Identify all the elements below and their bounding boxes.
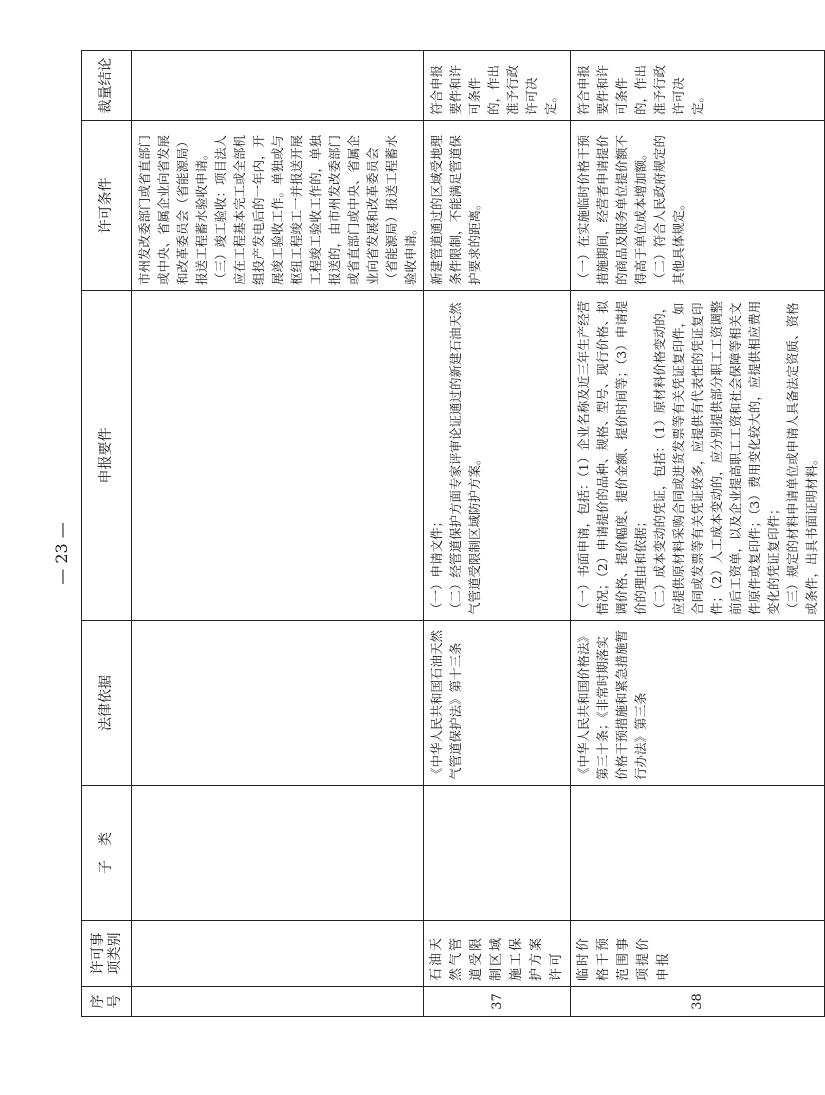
header-requirements: 申报要件 [82,291,132,621]
cell-conclusion: 符合申报要件和许可条件的，作出准予行政许可决定。 [424,51,571,121]
cell-sub [424,786,571,921]
page-number [36,503,86,603]
cell-seq: 37 [424,987,571,1017]
table-row-37 [424,51,571,1017]
condition-line: （三）竣工验收：项目法人应在工程基本完工或全部机组投产发电后的一年内，开展竣工验收工作。单独或与枢纽工程竣工一并报送开展工程竣工验收工作的，单独报送的，由市州发改委部门或省直部门或中央、省属企业向省发展和改革委员会（省能源局）报送工程蓄水验收申请。 [213,134,418,285]
requirement-line: （一）书面申请，包括：（1）企业名称及近三年生产经营情况；（2）申请提价的品种、规格、型号、现行价格、拟调价格、提价幅度、提价金额、提价时间等；（3）申请提价的理由和依据； [576,300,648,615]
cell-basis [132,621,424,786]
requirement-line: （三）规定的材料申请单位或申请人具备法定资质、资格或条件，出具书面证明材料。 [785,302,819,615]
cell-item: 石油天然气管道受限制区域施工保护方案许可 [424,921,571,987]
cell-item: 临时价格干预范围事项提价申报 [571,921,825,987]
cell-sub [132,786,424,921]
cell-conditions [132,121,424,291]
table-row-38 [571,51,825,1017]
rotated-table-frame [81,51,819,1017]
cell-requirements [571,291,825,621]
cell-requirements [132,291,424,621]
header-conditions: 许可条件 [82,121,132,291]
cell-conclusion [132,51,424,121]
header-conclusion: 裁量结论 [82,51,132,121]
cell-conditions [424,121,571,291]
condition-line: 新建管道通过的区域受地理条件限制，不能满足管道保护要求的距离。 [429,134,482,285]
cell-conditions [571,121,825,291]
table-header-row [82,51,132,1017]
header-item-category: 许可事项类别 [82,921,132,987]
page-number-text: — 23 — [51,521,71,585]
condition-line: （二）符合人民政府规定的其他具体规定。 [652,134,686,285]
requirement-line: （一）申请文件； [429,514,444,615]
cell-item [132,921,424,987]
cell-seq: 38 [571,987,825,1017]
cell-seq [132,987,424,1017]
cell-basis: 《中华人民共和国价格法》第三十条；《非常时期落实价格干预措施和紧急措施暂行办法》第三条 [571,621,825,786]
table-row-continued [132,51,424,1017]
cell-sub [571,786,825,921]
header-sub-category: 子 类 [82,786,132,921]
condition-line: 市州发改委部门或省直部门或中央、省属企业向省发展和改革委员会（省能源局）报送工程蓄水验收申请。 [137,134,209,285]
condition-line: （一）在实施临时价格干预措施期间，经营者申请提价的商品及服务单位提价额不得高于单位成本增加额。 [576,134,648,285]
header-legal-basis: 法律依据 [82,621,132,786]
requirement-line: （二）成本变动的凭证，包括：（1）原材料价格变动的，应提供原材料采购合同或进货发票等有关凭证复印件，如合同或发票等有关凭证较多，应提供有代表性的凭证复印件；（2）人工成本变动的，应分别提供部分职工工资调整前后工资单，以及企业提高职工工资和社会保障等相关文件原件或复印件；（3）费用变化较大的，应提供相应费用变化的凭证复印件； [652,300,781,615]
requirement-line: （二）经管道保护方面专家评审论证通过的新建石油天然气管道受限制区域防护方案。 [448,302,482,615]
cell-conclusion: 符合申报要件和许可条件的，作出准予行政许可决定。 [571,51,825,121]
permit-table [81,50,825,1017]
cell-basis: 《中华人民共和国石油天然气管道保护法》第十三条 [424,621,571,786]
header-seq: 序号 [82,987,132,1017]
cell-requirements [424,291,571,621]
